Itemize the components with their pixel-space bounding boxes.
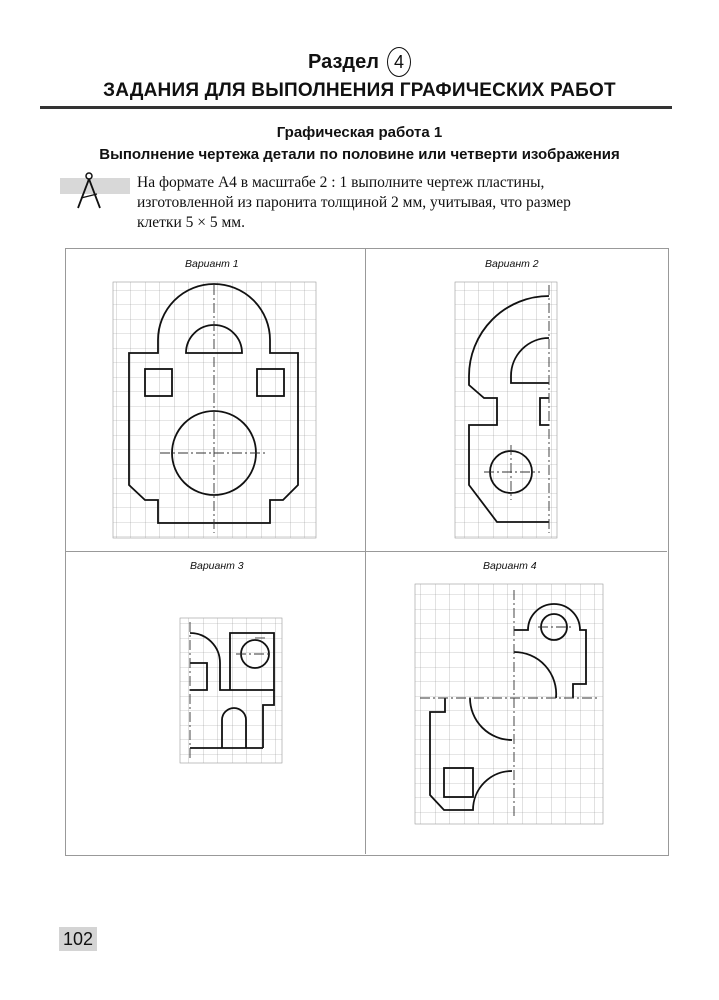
variant-2-drawing xyxy=(455,282,557,538)
page-number: 102 xyxy=(59,927,97,951)
task-text: На формате А4 в масштабе 2 : 1 выполните чертеж пластины, изготовленной из паронита толщиной 2 мм, учитывая, что размер клетки 5 × 5 мм. xyxy=(137,174,571,231)
variant-4-drawing xyxy=(415,584,603,824)
section-number: 4 xyxy=(387,47,411,77)
variant-1-label: Вариант 1 xyxy=(185,258,239,270)
work-subtitle: Выполнение чертежа детали по половине или четверти изображения xyxy=(99,146,620,163)
variant-3-label: Вариант 3 xyxy=(190,560,244,572)
section-label: Раздел xyxy=(308,50,379,73)
section-title: ЗАДАНИЯ ДЛЯ ВЫПОЛНЕНИЯ ГРАФИЧЕСКИХ РАБОТ xyxy=(103,80,616,101)
variant-3-drawing xyxy=(180,618,282,763)
variant-4-label: Вариант 4 xyxy=(483,560,537,572)
variant-1-drawing xyxy=(113,282,316,538)
work-title: Графическая работа 1 xyxy=(276,124,443,141)
variant-2-label: Вариант 2 xyxy=(485,258,539,270)
